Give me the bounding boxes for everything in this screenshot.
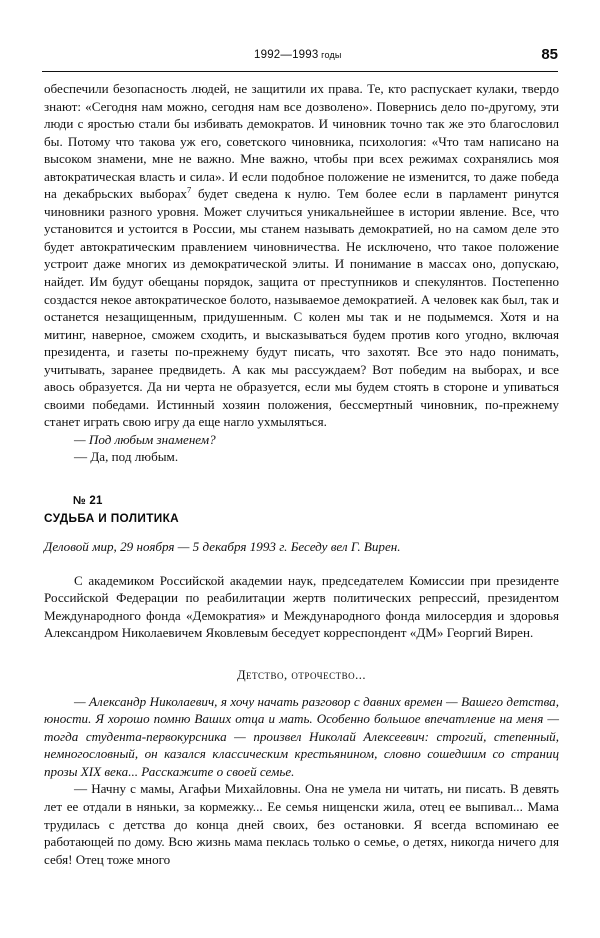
running-title-years: 1992—1993 <box>254 49 319 61</box>
paragraph-continued <box>44 80 559 431</box>
running-title <box>254 49 342 61</box>
section-heading-block <box>44 494 559 556</box>
section-title: СУДЬБА И ПОЛИТИКА <box>44 511 180 526</box>
paragraph-continued-part2: будет сведена к нулю. Тем более если в парламент ринутся чиновники разного уровня. Может случиться уникальнейшее в истории явление. Все, что установится и устоится в России, мы станем называть демократией, но на самом деле это будет автократическим правлением чиновничества. Не исключено, что такое положение устроит даже многих из демократической элиты. И понимание в массах оно, допускаю, найдет. Им будут обещаны порядок, защита от преступников и спекулянтов. Постепенно создастся некое автократическое болото, называемое демократией. А человек как был, так и останется незащищенным, придушенным. С колен мы так и не подымемся. Хотя и на митинг, наверное, сможем сходить, и высказываться будем против кого угодно, включая президента, и газеты по-прежнему будут писать, что захотят. Все это надо понимать, учитывать, заранее предвидеть. А как мы рассуждаем? Вот победим на выборах, и все авось образуется. Да ни черта не образуется, если мы будем стоять в стороне и упиваться своими победами. Истинный хозяин положения, бессмертный чиновник, по-прежнему станет играть свою игру да еще нагло ухмыляться. <box>44 186 559 430</box>
paragraph-continued-part1: обеспечили безопасность людей, не защитили их права. Те, кто распускает кулаки, твердо знают: «Сегодня нам можно, сегодня нам все дозволено». Повернись дело по-другому, эти люди с яростью стали бы избивать демократов. И чиновник точно так же это благословил бы. Потому что такова уж его, советского чиновника, психология: «Что там написано на высоком знамени, мне не важно. Мне важно, чтобы при всех режимах сохранялись моя автократическая власть и сила». И если подобное положение не изменится, то даже победа на декабрьских выборах <box>44 81 559 202</box>
footnote-reference: 7 <box>186 184 192 195</box>
dialog-answer: — Да, под любым. <box>74 449 179 465</box>
interview-question-block <box>44 693 559 781</box>
text-column <box>44 80 559 868</box>
section-number: № 21 <box>73 495 103 508</box>
dialog-question: — Под любым знаменем? <box>74 431 216 447</box>
lead-paragraph: С академиком Российской академии наук, председателем Комиссии при президенте Российской Федерации по реабилитации жертв политических репрессий, президентом Международного фонда «Демократия» и Международного фонда милосердия и здоровья Александром Николаевичем Яковлевым беседует корреспондент «ДМ» Георгий Вирен. <box>44 572 559 641</box>
page-number: 85 <box>541 46 558 63</box>
page-header-inner <box>42 48 558 71</box>
interview-answer: — Начну с мамы, Агафьи Михайловны. Она не умела ни читать, ни писать. В девять лет ее отдали в няньки, за кормежку... Ее семья нищенски жила, отец ее выпивал... Мама трудилась с детства до конца дней своих, без остановки. Я всегда вспоминаю ее работающей по дому. Всю жизнь мама пеклась только о семье, о детях, никогда ничего для себя! Отец тоже много <box>44 781 559 867</box>
running-title-word: годы <box>321 50 342 60</box>
subsection-heading: Детство, отрочество... <box>236 667 367 682</box>
page-header <box>42 48 558 72</box>
interview-question: — Александр Николаевич, я хочу начать разговор с давних времен — Вашего детства, юности. Я хорошо помню Ваших отца и мать. Особенно большое впечатление на меня — тогда студента-первокурсника — произвел Николай Алексеевич: строгий, степенный, немногословный, он казался классическим крестьянином, словно сошедшим со страниц прозы XIX века... Расскажите о своей семье. <box>44 693 559 779</box>
lead-block <box>44 572 559 642</box>
section-source-line: Деловой мир, 29 ноября — 5 декабря 1993 г. Беседу вел Г. Вирен. <box>44 539 401 555</box>
